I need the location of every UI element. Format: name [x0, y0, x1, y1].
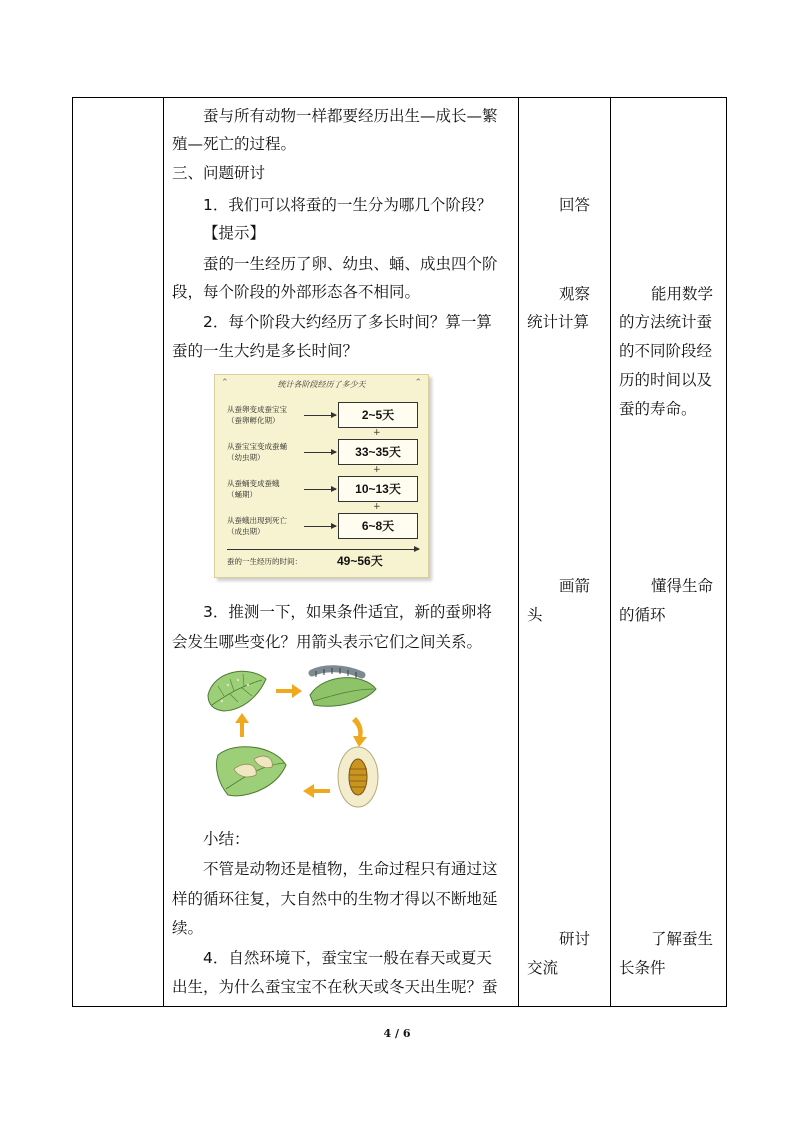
question-2: 蚕的一生大约是多长时间？	[172, 342, 359, 360]
activity-text: 回答	[559, 196, 591, 214]
intent-text: 的不同阶段经	[619, 342, 713, 360]
question-4: 出生，为什么蚕宝宝不在秋天或冬天出生呢？蚕	[172, 978, 498, 996]
question-3: 3．推测一下，如果条件适宜，新的蚕卵将	[203, 603, 492, 621]
blank-column-cell	[73, 98, 164, 1007]
section-heading: 三、问题研讨	[172, 164, 266, 182]
hint-heading: 【提示】	[203, 224, 266, 242]
activity-text: 统计计算	[527, 313, 590, 331]
arrow-right-icon	[304, 489, 336, 490]
stage-days-box: 6~8天	[338, 513, 418, 539]
intent-text: 长条件	[619, 959, 666, 977]
page-number: 4 / 6	[383, 1027, 411, 1040]
plus-sign: +	[373, 465, 381, 475]
question-4: 4．自然环境下，蚕宝宝一般在春天或夏天	[203, 949, 492, 967]
total-value: 49~56天	[337, 554, 383, 568]
activity-text: 研讨	[559, 930, 591, 948]
paragraph-line: 蚕与所有动物一样都要经历出生—成长—繁	[203, 107, 498, 125]
intent-text: 能用数学	[651, 285, 714, 303]
total-label: 蚕的一生经历的时间：	[227, 557, 302, 566]
stage-label: 从蚕卵变成蚕宝宝 （蚕卵孵化期）	[227, 405, 287, 425]
silkworm-life-cycle-illustration	[204, 665, 414, 810]
student-activity-cell	[519, 98, 611, 1007]
question-1: 1．我们可以将蚕的一生分为哪几个阶段？	[203, 196, 492, 214]
arrow-right-icon	[304, 452, 336, 453]
egg-leaf-icon	[208, 671, 266, 711]
pin-icon: ⌃	[221, 378, 229, 388]
question-3: 会发生哪些变化？用箭头表示它们之间关系。	[172, 633, 483, 651]
stage-label: 从蚕宝宝变成蚕蛹 （幼虫期）	[227, 442, 287, 462]
intent-text: 了解蚕生	[651, 930, 714, 948]
lesson-plan-table	[72, 97, 727, 1007]
cycle-arrow-icon	[352, 717, 367, 747]
cycle-arrow-icon	[303, 784, 330, 798]
intent-text: 的方法统计蚕	[619, 313, 713, 331]
paragraph-line: 殖—死亡的过程。	[172, 135, 297, 153]
activity-text: 头	[527, 606, 543, 624]
plus-sign: +	[373, 428, 381, 438]
moth-leaf-icon	[216, 747, 286, 796]
activity-text: 交流	[527, 959, 559, 977]
hint-line: 段，每个阶段的外部形态各不相同。	[172, 283, 421, 301]
stage-duration-card	[214, 374, 429, 578]
design-intent-cell	[611, 98, 727, 1007]
summary-line: 续。	[172, 919, 204, 937]
hint-line: 蚕的一生经历了卵、幼虫、蛹、成虫四个阶	[203, 255, 498, 273]
pin-icon: ⌃	[414, 378, 422, 388]
card-title: 统计各阶段经历了多少天	[277, 380, 366, 389]
stage-days-box: 33~35天	[338, 439, 418, 465]
intent-text: 的循环	[619, 606, 666, 624]
cycle-arrow-icon	[235, 713, 249, 737]
stage-label: 从蚕蛹变成蚕蛾 （蛹期）	[227, 479, 280, 499]
cycle-arrow-icon	[276, 684, 302, 698]
caterpillar-leaf-icon	[310, 668, 376, 706]
stage-label: 从蚕蛾出现到死亡 （成虫期）	[227, 516, 287, 536]
activity-text: 观察	[559, 285, 591, 303]
intent-text: 懂得生命	[651, 577, 714, 595]
intent-text: 蚕的寿命。	[619, 400, 697, 418]
summary-line: 样的循环往复，大自然中的生物才得以不断地延	[172, 890, 498, 908]
summary-heading: 小结：	[203, 830, 250, 848]
teaching-content-cell	[164, 98, 519, 1007]
question-2: 2．每个阶段大约经历了多长时间？算一算	[203, 313, 492, 331]
arrow-right-icon	[304, 415, 336, 416]
stage-days-box: 2~5天	[338, 402, 418, 428]
pupa-cocoon-icon	[338, 747, 378, 807]
summary-line: 不管是动物还是植物，生命过程只有通过这	[203, 860, 498, 878]
arrow-right-icon	[304, 526, 336, 527]
total-arrow	[227, 549, 419, 550]
stage-days-box: 10~13天	[338, 476, 418, 502]
plus-sign: +	[373, 502, 381, 512]
intent-text: 历的时间以及	[619, 371, 713, 389]
activity-text: 画箭	[559, 577, 591, 595]
